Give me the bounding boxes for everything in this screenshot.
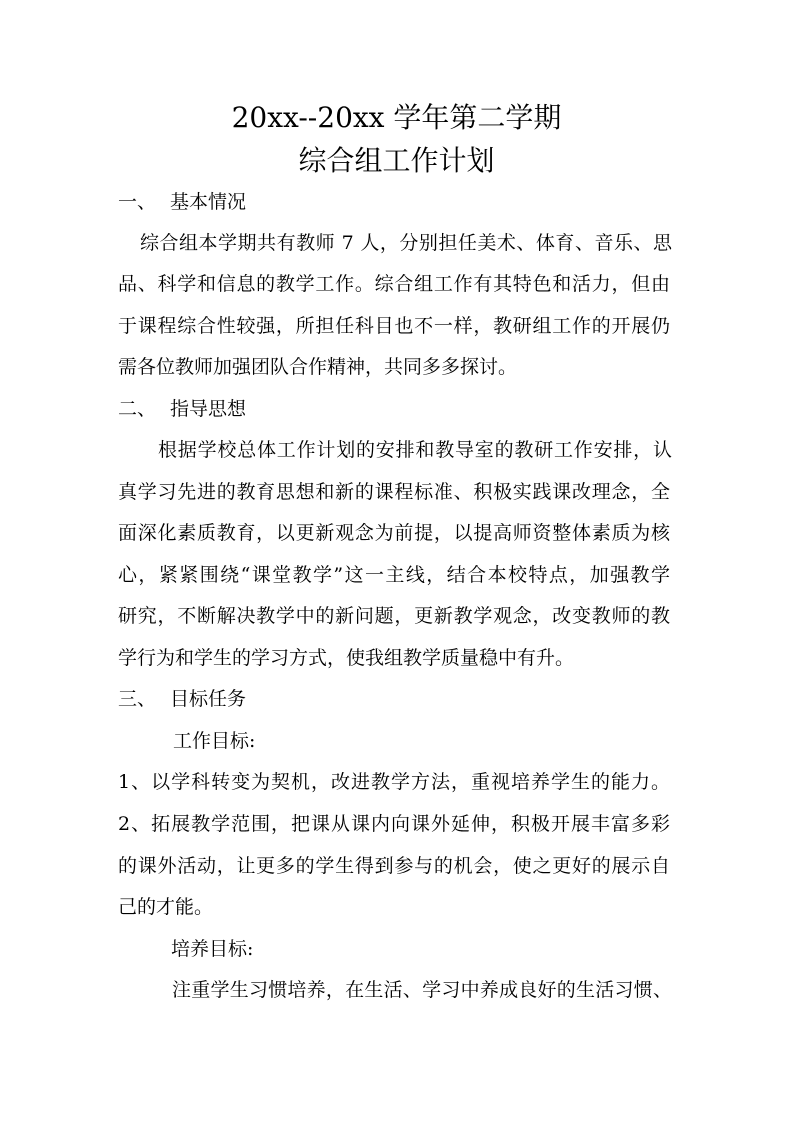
goal-list-item: 的课外活动，让更多的学生得到参与的机会，使之更好的展示自 <box>118 855 670 877</box>
goal-list-item: 己的才能。 <box>118 896 214 918</box>
goal-list-item: 2、拓展教学范围，把课从课内向课外延伸，积极开展丰富多彩 <box>118 813 670 835</box>
section-3-title: 目标任务 <box>170 688 247 710</box>
section-2-title: 指导思想 <box>170 398 247 420</box>
section-1-paragraph-line: 于课程综合性较强，所担任科目也不一样，教研组工作的开展仍 <box>118 315 670 337</box>
document-title-line-2: 综合组工作计划 <box>298 144 495 177</box>
section-3-heading <box>118 686 246 712</box>
section-2-paragraph-line: 学行为和学生的学习方式，使我组教学质量稳中有升。 <box>118 647 575 669</box>
section-3-number: 三、 <box>118 688 157 710</box>
work-goal-label: 工作目标: <box>173 730 256 752</box>
section-1-paragraph-line: 综合组本学期共有教师 7 人，分别担任美术、体育、音乐、思 <box>140 232 672 254</box>
section-1-paragraph-line: 品、科学和信息的教学工作。综合组工作有其特色和活力，但由 <box>118 273 670 295</box>
section-1-paragraph-line: 需各位教师加强团队合作精神，共同多多探讨。 <box>118 356 518 378</box>
training-goal-line: 注重学生习惯培养，在生活、学习中养成良好的生活习惯、 <box>172 979 672 1001</box>
section-1-title: 基本情况 <box>170 191 247 213</box>
section-1-number: 一、 <box>118 191 157 213</box>
document-title-line-1: 20xx--20xx 学年第二学期 <box>231 101 562 134</box>
training-goal-label: 培养目标: <box>171 938 254 960</box>
section-2-paragraph-line: 心，紧紧围绕“课堂教学”这一主线，结合本校特点，加强教学 <box>118 564 670 586</box>
section-1-heading <box>118 189 246 215</box>
section-2-heading <box>118 396 246 422</box>
section-2-paragraph-line: 根据学校总体工作计划的安排和教导室的教研工作安排，认 <box>158 439 672 461</box>
section-2-number: 二、 <box>118 398 157 420</box>
goal-list-item: 1、以学科转变为契机，改进教学方法，重视培养学生的能力。 <box>118 771 670 793</box>
section-2-paragraph-line: 面深化素质教育，以更新观念为前提，以提高师资整体素质为核 <box>118 522 670 544</box>
section-2-paragraph-line: 真学习先进的教育思想和新的课程标准、积极实践课改理念，全 <box>118 481 670 503</box>
section-2-paragraph-line: 研究，不断解决教学中的新问题，更新教学观念，改变教师的教 <box>118 605 670 627</box>
